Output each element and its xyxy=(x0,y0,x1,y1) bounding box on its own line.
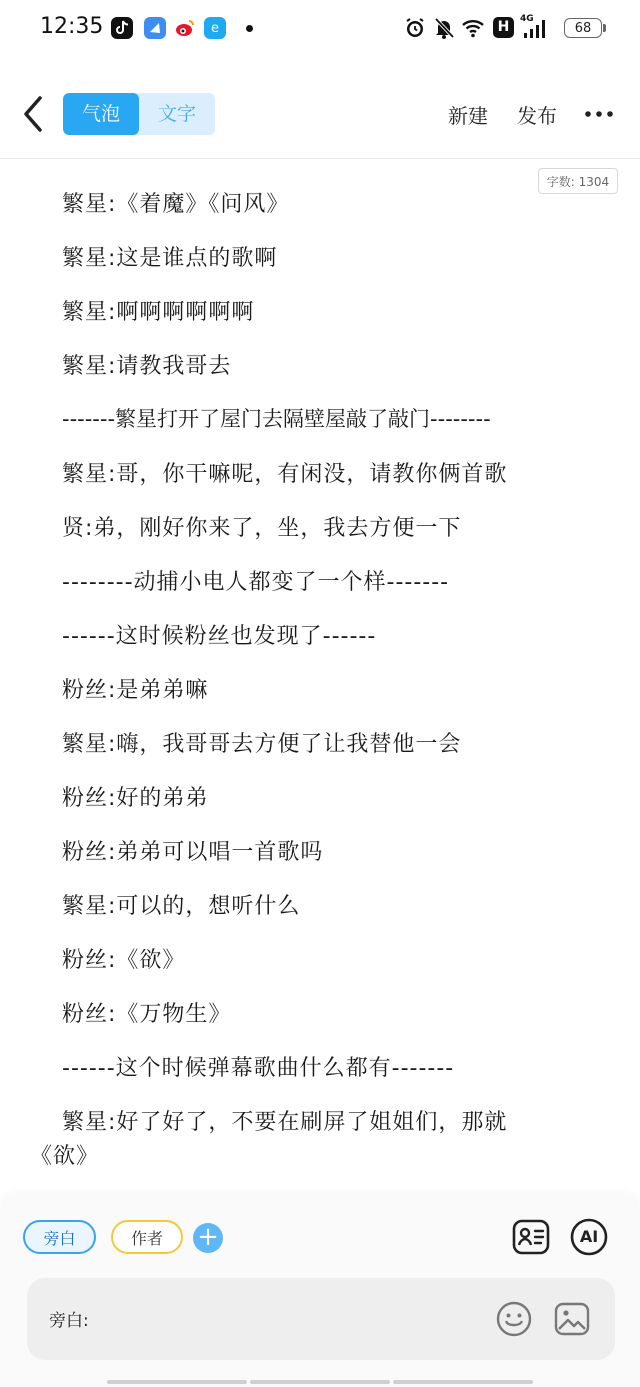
browser-icon xyxy=(144,17,166,39)
ai-label: AI xyxy=(579,1227,599,1246)
battery-indicator: 68 xyxy=(564,18,602,38)
text-line: 繁星:哥，你干嘛呢，有闲没，请教你俩首歌 xyxy=(62,462,508,487)
text-line: 粉丝:《欲》 xyxy=(62,948,186,973)
id-card-icon xyxy=(512,1218,550,1256)
text-line: 繁星:可以的，想听什么 xyxy=(62,894,301,919)
text-line: 繁星:请教我哥去 xyxy=(62,354,232,379)
mute-icon xyxy=(432,16,456,44)
text-line: 粉丝:好的弟弟 xyxy=(62,786,209,811)
publish-button[interactable]: 发布 xyxy=(517,104,557,128)
tiktok-icon xyxy=(111,17,133,39)
editor-top-bar xyxy=(0,80,640,150)
tab-text[interactable]: 文字 xyxy=(157,103,196,125)
dialogue-input-box xyxy=(27,1278,615,1360)
text-line: 繁星:啊啊啊啊啊啊 xyxy=(62,300,255,325)
image-icon xyxy=(553,1300,591,1338)
text-line: 贤:弟，刚好你来了，坐，我去方便一下 xyxy=(62,516,462,541)
tab-bubble[interactable]: 气泡 xyxy=(63,93,139,135)
word-count-badge: 字数: 1304 xyxy=(538,168,618,194)
keyboard-strip-segment xyxy=(107,1380,247,1384)
text-line: 粉丝:弟弟可以唱一首歌吗 xyxy=(62,840,324,865)
text-line: 繁星:《着魔》《问风》 xyxy=(62,192,290,217)
dialogue-input[interactable] xyxy=(103,1300,487,1332)
image-button[interactable] xyxy=(553,1300,591,1338)
status-bar xyxy=(0,0,640,56)
more-dots-icon xyxy=(584,102,614,126)
top-divider xyxy=(0,158,640,159)
new-button[interactable]: 新建 xyxy=(448,104,488,128)
text-line: 繁星:这是谁点的歌啊 xyxy=(62,246,278,271)
text-line: 繁星:嗨，我哥哥去方便了让我替他一会 xyxy=(62,732,462,757)
status-time: 12:35 xyxy=(40,14,104,39)
mode-tabs xyxy=(63,93,215,135)
chevron-left-icon xyxy=(18,94,48,134)
input-role-label: 旁白: xyxy=(49,1311,89,1331)
text-line: --------动捕小电人都变了一个样------- xyxy=(62,570,450,595)
text-line: -------繁星打开了屋门去隔壁屋敲了敲门-------- xyxy=(62,407,491,431)
role-chip-author[interactable]: 作者 xyxy=(111,1220,183,1254)
hd-icon: H xyxy=(493,17,514,38)
add-role-button[interactable]: + xyxy=(193,1223,223,1253)
text-line: ------这个时候弹幕歌曲什么都有------- xyxy=(62,1056,455,1081)
bottom-panel xyxy=(0,1194,640,1387)
text-line: ------这时候粉丝也发现了------ xyxy=(62,624,377,649)
text-line: 粉丝:是弟弟嘛 xyxy=(62,678,209,703)
emoji-button[interactable] xyxy=(495,1300,533,1338)
ai-button[interactable] xyxy=(570,1218,608,1256)
smiley-icon xyxy=(495,1300,533,1338)
alarm-icon xyxy=(403,16,427,44)
e-app-icon xyxy=(204,17,226,39)
text-line-continuation: 《欲》 xyxy=(30,1144,100,1169)
keyboard-strip-segment xyxy=(250,1380,390,1384)
text-line: 繁星:好了好了，不要在刷屏了姐姐们，那就 xyxy=(62,1110,508,1135)
notification-dot xyxy=(246,25,253,32)
wifi-icon xyxy=(461,16,485,44)
more-button[interactable] xyxy=(584,102,614,126)
keyboard-strip-segment xyxy=(393,1380,533,1384)
role-chip-narrator[interactable]: 旁白 xyxy=(23,1220,96,1254)
weibo-icon xyxy=(174,17,196,39)
text-line: 粉丝:《万物生》 xyxy=(62,1002,232,1027)
network-type: 4G xyxy=(520,14,534,24)
back-button[interactable] xyxy=(18,94,48,134)
role-card-button[interactable] xyxy=(512,1218,550,1256)
svg-text:e: e xyxy=(211,21,219,36)
